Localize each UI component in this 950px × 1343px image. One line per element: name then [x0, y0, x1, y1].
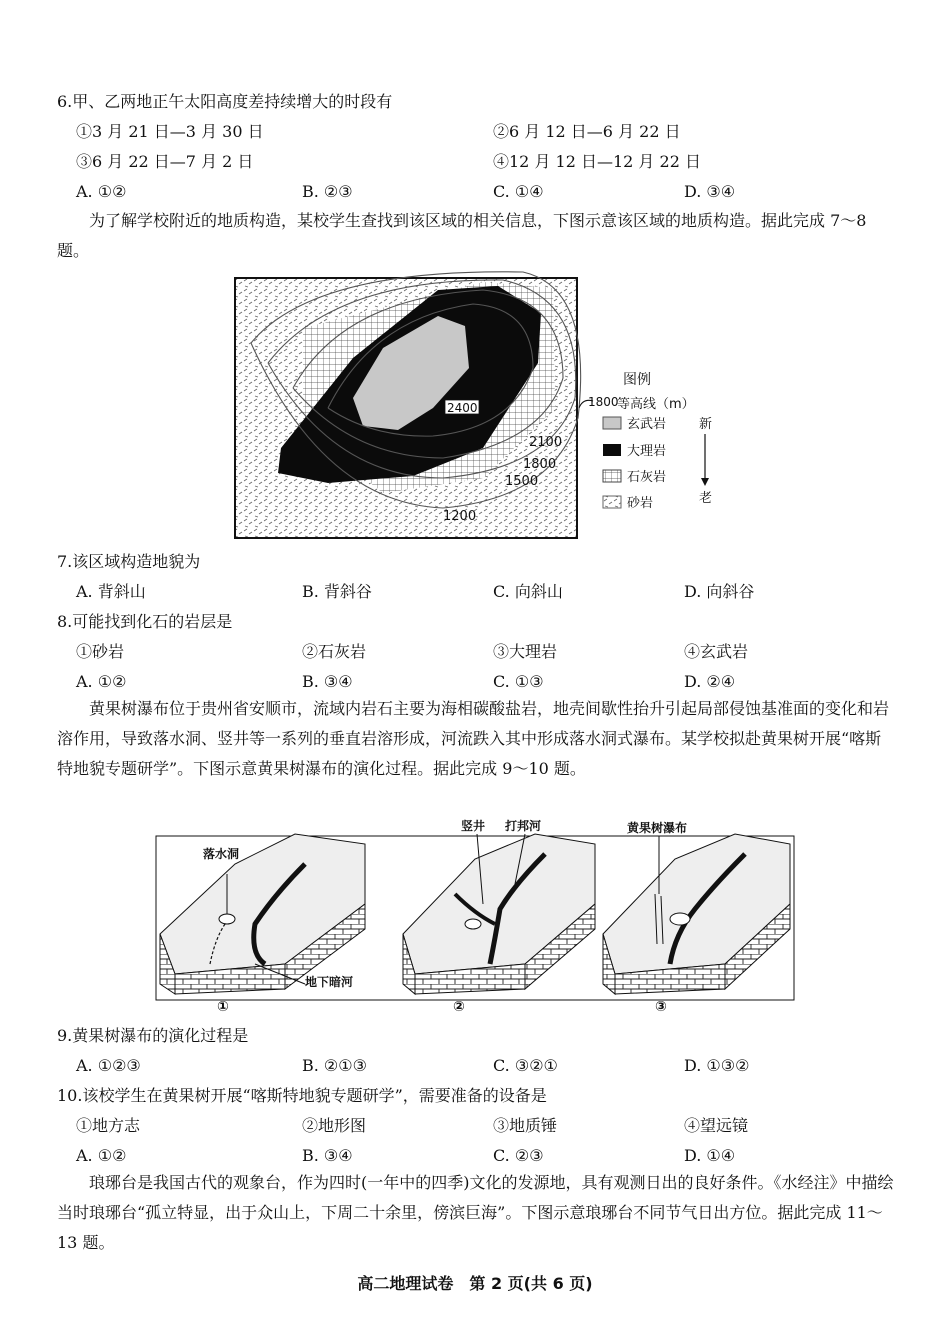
label-sinkhole: 落水洞: [203, 847, 240, 861]
contour-label-1200: 1200: [443, 509, 477, 524]
contour-label-1800: 1800: [523, 457, 557, 472]
panel-label-2: ②: [453, 999, 465, 1014]
map-legend: [579, 372, 712, 511]
legend-sandstone-swatch: [603, 496, 621, 508]
q9-option-a: A. ①②③: [76, 1056, 141, 1075]
legend-contour-value: 1800: [588, 395, 619, 409]
legend-contour-label: 等高线（m）: [617, 397, 695, 412]
label-underground-river: 地下暗河: [305, 975, 354, 989]
q6-item-4: ④12 月 12 日—12 月 22 日: [493, 152, 701, 171]
legend-sandstone-label: 砂岩: [627, 496, 654, 511]
q6-option-b: B. ②③: [302, 182, 353, 201]
q6-item-3: ③6 月 22 日—7 月 2 日: [76, 152, 254, 171]
label-shaft: 竖井: [461, 819, 486, 833]
karst-evolution-figure: [155, 814, 795, 1014]
q8-item-3: ③大理岩: [493, 642, 558, 661]
q9-option-c: C. ③②①: [493, 1056, 558, 1075]
legend-basalt-label: 玄武岩: [627, 417, 667, 432]
q10-item-3: ③地质锤: [493, 1116, 558, 1135]
karst-panel-2: [403, 818, 595, 1014]
q7-option-d: D. 向斜谷: [684, 582, 755, 601]
q6-option-c: C. ①④: [493, 182, 544, 201]
q10-item-1: ①地方志: [76, 1116, 141, 1135]
q7-option-b: B. 背斜谷: [302, 582, 372, 601]
q8-item-4: ④玄武岩: [684, 642, 749, 661]
label-dabang-river: 打邦河: [505, 819, 542, 833]
q10-option-d: D. ①④: [684, 1146, 736, 1165]
q8-option-d: D. ②④: [684, 672, 736, 691]
q8-item-2: ②石灰岩: [302, 642, 367, 661]
panel-label-1: ①: [217, 999, 229, 1014]
q10-option-b: B. ③④: [302, 1146, 353, 1165]
q6-item-1: ①3 月 21 日—3 月 30 日: [76, 122, 264, 141]
intro-11-13: 琅琊台是我国古代的观象台，作为四时(一年中的四季)文化的发源地，具有观测日出的良好条件。《水经注》中描绘当时琅琊台“孤立特显，出于众山上，下周二十余里，傍滨巨海”。下图示意琅琊台不同节气日出方位。据此完成 11～13 题。: [57, 1173, 894, 1252]
legend-basalt-swatch: [603, 417, 621, 429]
q7-option-a: A. 背斜山: [76, 582, 146, 601]
q10-option-c: C. ②③: [493, 1146, 544, 1165]
q6-item-2: ②6 月 12 日—6 月 22 日: [493, 122, 681, 141]
label-huangguoshu-waterfall: 黄果树瀑布: [627, 821, 688, 835]
intro-9-10: 黄果树瀑布位于贵州省安顺市，流域内岩石主要为海相碳酸盐岩，地壳间歇性抬升引起局部侵蚀基准面的变化和岩溶作用，导致落水洞、竖井等一系列的垂直岩溶形成，河流跌入其中形成落水洞式瀑布。某学校拟赴黄果树开展“喀斯特地貌专题研学”。下图示意黄果树瀑布的演化过程。据此完成 9～10 题。: [57, 699, 890, 778]
q9-option-b: B. ②①③: [302, 1056, 367, 1075]
contour-label-2400: 2400: [447, 401, 478, 415]
q10-stem: 10.该校学生在黄果树开展“喀斯特地貌专题研学”，需要准备的设备是: [57, 1086, 547, 1105]
intro-7-8: 为了解学校附近的地质构造，某校学生查找到该区域的相关信息，下图示意该区域的地质构造。据此完成 7～8 题。: [57, 211, 867, 260]
legend-title: 图例: [623, 372, 651, 388]
page-footer: 高二地理试卷 第 2 页(共 6 页): [357, 1274, 593, 1293]
geologic-map-figure: [233, 268, 715, 540]
q8-option-b: B. ③④: [302, 672, 353, 691]
q7-option-c: C. 向斜山: [493, 582, 563, 601]
legend-marble-swatch: [603, 444, 621, 456]
panel-label-3: ③: [655, 999, 667, 1014]
q6-option-d: D. ③④: [684, 182, 736, 201]
q8-stem: 8.可能找到化石的岩层是: [57, 612, 233, 631]
contour-label-2100: 2100: [529, 435, 563, 450]
karst-panel-3: [603, 820, 790, 1014]
q8-item-1: ①砂岩: [76, 642, 125, 661]
q10-item-4: ④望远镜: [684, 1116, 749, 1135]
legend-limestone-swatch: [603, 470, 621, 482]
q8-option-a: A. ①②: [76, 672, 127, 691]
legend-limestone-label: 石灰岩: [627, 470, 667, 485]
q10-item-2: ②地形图: [302, 1116, 367, 1135]
q7-stem: 7.该区域构造地貌为: [57, 552, 201, 571]
q9-stem: 9.黄果树瀑布的演化过程是: [57, 1026, 249, 1045]
age-old-label: 老: [699, 491, 713, 506]
contour-label-1500: 1500: [505, 474, 539, 489]
legend-marble-label: 大理岩: [627, 444, 667, 459]
q8-option-c: C. ①③: [493, 672, 544, 691]
age-new-label: 新: [699, 417, 713, 432]
q6-option-a: A. ①②: [76, 182, 127, 201]
karst-panel-1: [160, 834, 365, 1014]
q9-option-d: D. ①③②: [684, 1056, 750, 1075]
q10-option-a: A. ①②: [76, 1146, 127, 1165]
q6-stem: 6.甲、乙两地正午太阳高度差持续增大的时段有: [57, 92, 393, 111]
